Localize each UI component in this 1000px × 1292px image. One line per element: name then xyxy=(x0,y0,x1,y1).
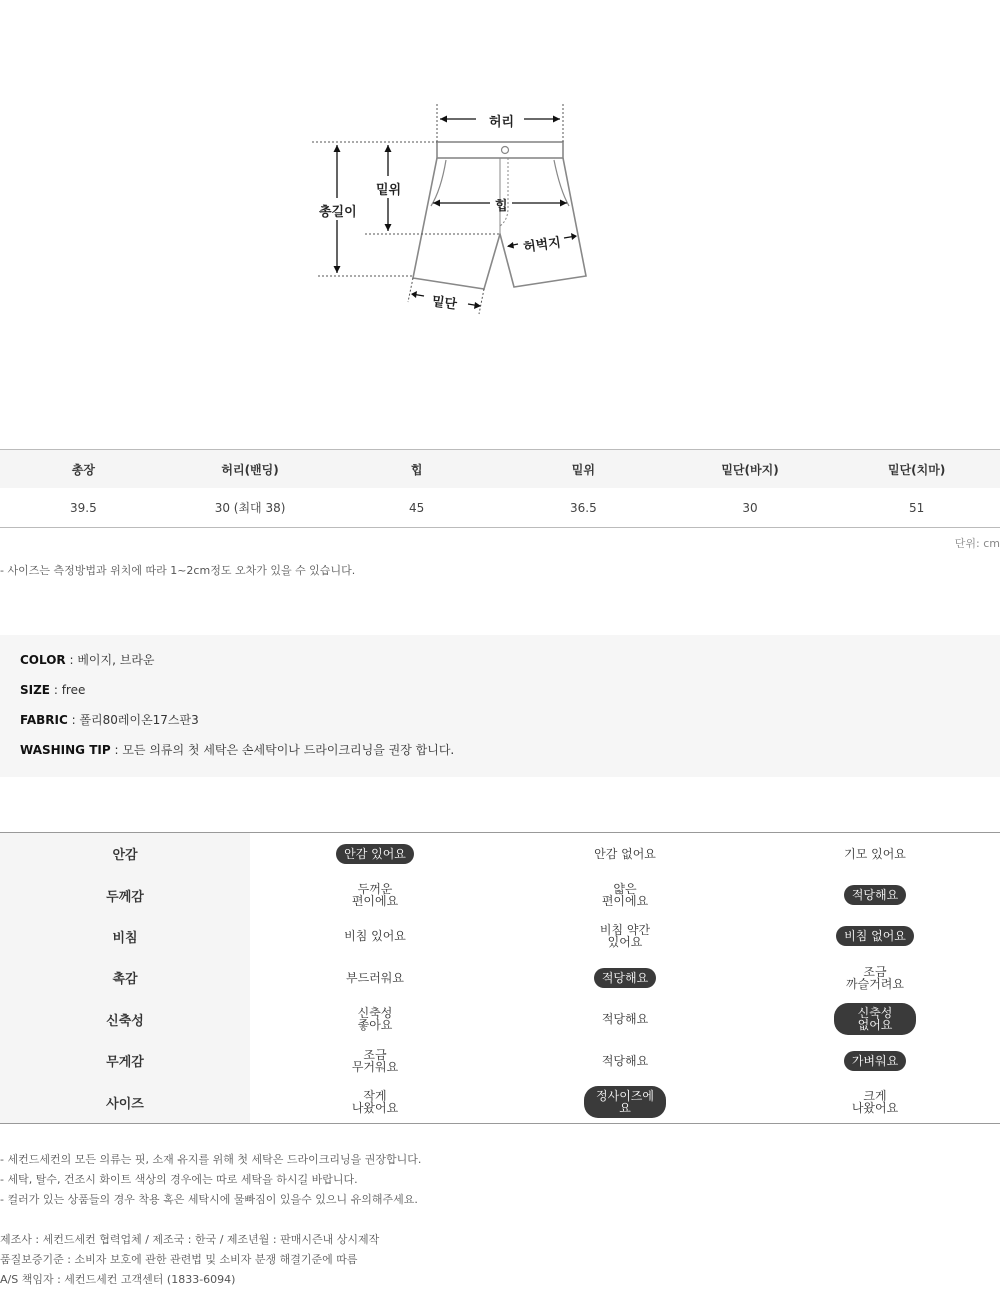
care-note: - 컬러가 있는 상품들의 경우 착용 혹은 세탁시에 물빠짐이 있을수 있으니 유의해주세요. xyxy=(0,1193,418,1206)
value-hem-pants: 30 xyxy=(742,500,758,515)
button-shape xyxy=(502,147,509,154)
attribute-row xyxy=(0,999,1000,1040)
attribute-option: 크게 나왔어요 xyxy=(851,1089,899,1116)
info-row-size: SIZE : free xyxy=(20,683,86,697)
attribute-option-selected: 가벼워요 xyxy=(844,1051,906,1071)
value-rise: 36.5 xyxy=(569,500,597,515)
attribute-label: 비침 xyxy=(0,916,250,957)
attribute-table xyxy=(0,832,1000,1124)
product-info-box xyxy=(0,635,1000,777)
info-row-washing-tip: WASHING TIP : 모든 의류의 첫 세탁은 손세탁이나 드라이크리닝을 권장 합니다. xyxy=(20,743,455,757)
attribute-option-selected: 신축성 없어요 xyxy=(834,1003,916,1035)
care-notes xyxy=(0,1152,421,1212)
info-value: 폴리80레이온17스판3 xyxy=(79,713,199,727)
header-hip: 힙 xyxy=(333,450,500,489)
attribute-option: 비침 있어요 xyxy=(344,929,406,944)
size-table-header-row xyxy=(0,450,1000,489)
total-length-label: 총길이 xyxy=(319,205,357,220)
quality-guarantee-line: 품질보증기준 : 소비자 보호에 관한 관련법 및 소비자 분쟁 해결기준에 따름 xyxy=(0,1253,358,1266)
attribute-option: 두꺼운 편이에요 xyxy=(351,882,399,909)
attribute-option: 안감 없어요 xyxy=(594,846,656,861)
size-note: - 사이즈는 측정방법과 위치에 따라 1~2cm정도 오차가 있을 수 있습니다. xyxy=(0,564,356,577)
attribute-option-selected: 적당해요 xyxy=(594,968,656,988)
attribute-row xyxy=(0,1081,1000,1122)
attribute-option-cell xyxy=(500,957,750,998)
attribute-option-cell xyxy=(500,916,750,957)
attribute-option-cell xyxy=(250,1081,500,1122)
attribute-option-cell xyxy=(500,874,750,915)
attribute-option-cell xyxy=(500,999,750,1040)
attribute-option-cell xyxy=(500,1081,750,1122)
value-hip: 45 xyxy=(409,500,425,515)
info-value: free xyxy=(61,683,86,697)
attribute-label: 무게감 xyxy=(0,1040,250,1081)
as-contact-line: A/S 책임자 : 세컨드세컨 고객센터 (1833-6094) xyxy=(0,1273,236,1286)
measurement-diagram xyxy=(0,0,1000,400)
attribute-option: 기모 있어요 xyxy=(844,846,906,861)
attribute-row xyxy=(0,833,1000,874)
attribute-option-cell xyxy=(750,1081,1000,1122)
attribute-option-cell xyxy=(250,916,500,957)
size-table-value-row xyxy=(0,488,1000,528)
attribute-option-cell xyxy=(750,874,1000,915)
info-key: FABRIC xyxy=(20,713,68,727)
header-hem-skirt: 밑단(치마) xyxy=(833,450,1000,489)
attribute-option-cell xyxy=(750,999,1000,1040)
thigh-label: 허벅지 xyxy=(522,235,562,256)
attribute-option: 작게 나왔어요 xyxy=(351,1089,399,1116)
attribute-option-cell xyxy=(500,1040,750,1081)
attribute-option: 부드러워요 xyxy=(346,970,404,985)
value-waist: 30 (최대 38) xyxy=(214,501,286,515)
value-hem-skirt: 51 xyxy=(909,500,925,515)
attribute-label: 사이즈 xyxy=(0,1081,250,1122)
manufacturer-info xyxy=(0,1232,379,1292)
attribute-option: 조금 무거워요 xyxy=(351,1047,399,1074)
hip-label: 힙 xyxy=(495,199,508,214)
info-key: COLOR xyxy=(20,653,66,667)
info-value: 베이지, 브라운 xyxy=(77,653,155,667)
attribute-option-cell xyxy=(750,916,1000,957)
manufacturer-line: 제조사 : 세컨드세컨 협력업체 / 제조국 : 한국 / 제조년월 : 판매시즌내 상시제작 xyxy=(0,1233,380,1246)
attribute-option: 비침 약간 있어요 xyxy=(599,923,651,950)
value-total-length: 39.5 xyxy=(70,500,97,515)
attribute-option-cell xyxy=(750,957,1000,998)
info-row-fabric: FABRIC : 폴리80레이온17스판3 xyxy=(20,713,199,727)
attribute-option: 적당해요 xyxy=(601,1012,649,1027)
attribute-option-cell xyxy=(250,1040,500,1081)
attribute-row xyxy=(0,916,1000,957)
attribute-option: 신축성 좋아요 xyxy=(357,1006,393,1033)
attribute-option: 조금 까슬거려요 xyxy=(846,964,904,991)
attribute-row xyxy=(0,1040,1000,1081)
attribute-option-cell xyxy=(750,833,1000,874)
attribute-row xyxy=(0,874,1000,915)
attribute-option-cell xyxy=(250,957,500,998)
attribute-option-selected: 안감 있어요 xyxy=(336,844,414,864)
attribute-option-selected: 정사이즈에요 xyxy=(584,1086,666,1118)
header-total-length: 총장 xyxy=(0,450,167,489)
attribute-option-selected: 적당해요 xyxy=(844,885,906,905)
attribute-option-selected: 비침 없어요 xyxy=(836,926,914,946)
attribute-option-cell xyxy=(500,833,750,874)
info-key: WASHING TIP xyxy=(20,743,111,757)
size-table xyxy=(0,449,1000,528)
attribute-label: 신축성 xyxy=(0,999,250,1040)
attribute-label: 촉감 xyxy=(0,957,250,998)
attribute-option-cell xyxy=(250,833,500,874)
attribute-option: 얇은 편이에요 xyxy=(601,882,649,909)
attribute-option-cell xyxy=(750,1040,1000,1081)
unit-label: 단위: cm xyxy=(954,537,1000,550)
attribute-label: 두께감 xyxy=(0,874,250,915)
waistband-shape xyxy=(437,142,563,158)
attribute-label: 안감 xyxy=(0,833,250,874)
care-note: - 세컨드세컨의 모든 의류는 핏, 소재 유지를 위해 첫 세탁은 드라이크리닝을 권장합니다. xyxy=(0,1153,422,1166)
info-row-color: COLOR : 베이지, 브라운 xyxy=(20,653,155,667)
header-hem-pants: 밑단(바지) xyxy=(667,450,834,489)
waist-label: 허리 xyxy=(489,115,515,130)
hem-label: 밑단 xyxy=(430,294,458,313)
header-waist: 허리(밴딩) xyxy=(167,450,334,489)
attribute-option-cell xyxy=(250,999,500,1040)
attribute-row xyxy=(0,957,1000,998)
info-key: SIZE xyxy=(20,683,51,697)
header-rise: 밑위 xyxy=(500,450,667,489)
attribute-option-cell xyxy=(250,874,500,915)
attribute-option: 적당해요 xyxy=(601,1053,649,1068)
rise-label: 밑위 xyxy=(376,183,402,198)
info-value: 모든 의류의 첫 세탁은 손세탁이나 드라이크리닝을 권장 합니다. xyxy=(122,743,455,757)
care-note: - 세탁, 탈수, 건조시 화이트 색상의 경우에는 따로 세탁을 하시길 바랍니다. xyxy=(0,1173,358,1186)
